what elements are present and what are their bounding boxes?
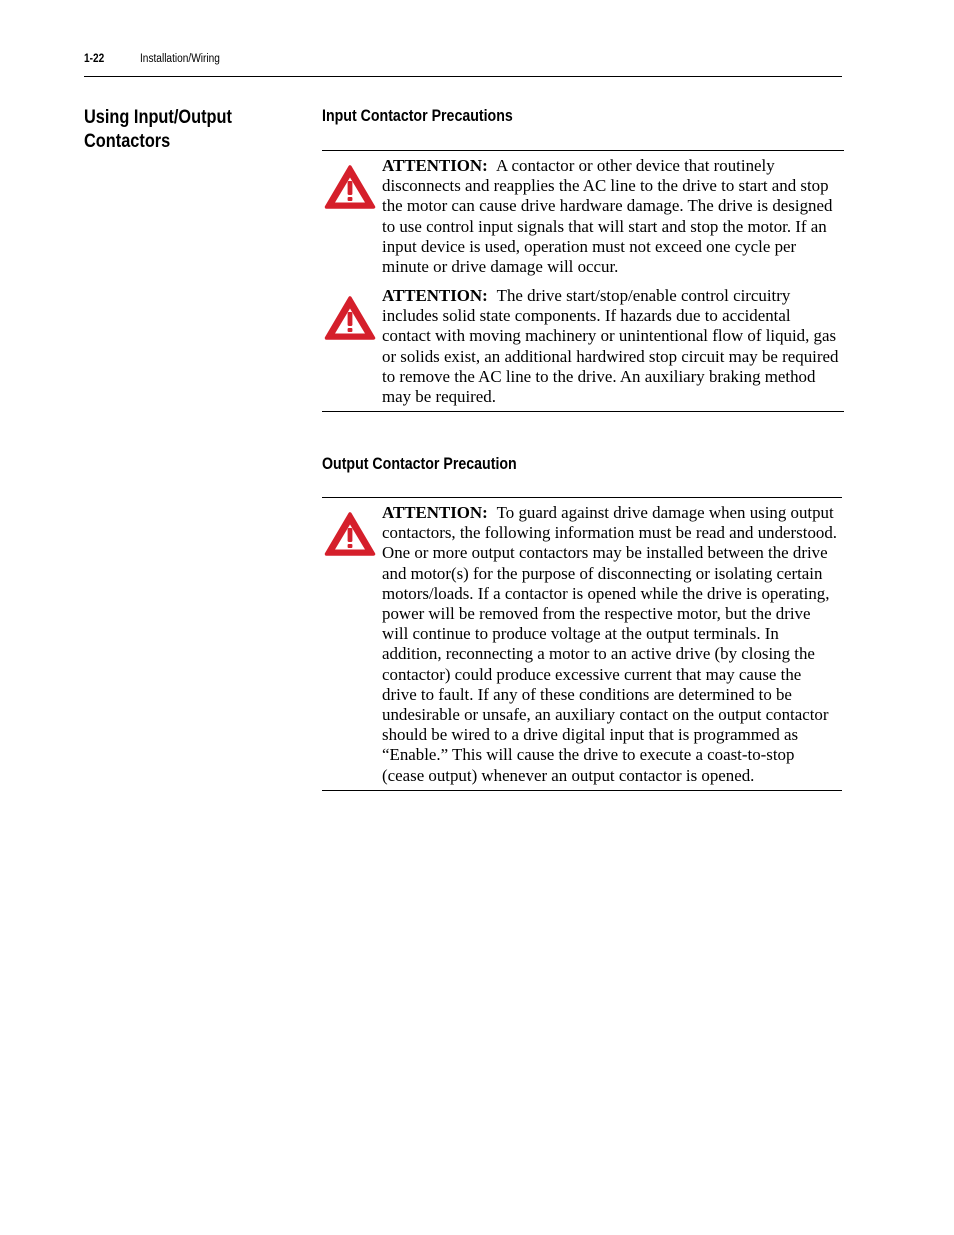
warning-triangle-icon [324, 511, 376, 557]
attention-paragraph [382, 503, 840, 786]
section-heading: Using Input/Output Contactors [84, 107, 232, 152]
running-header: Installation/Wiring [140, 53, 220, 65]
output-contactor-heading: Output Contactor Precaution [322, 455, 517, 473]
attention-paragraph [382, 286, 840, 407]
attention-label: ATTENTION: [382, 156, 488, 175]
attention-text: The drive start/stop/enable control circuitry includes solid state components. If hazards due to accidental contact with moving machinery or unintentional flow of liquid, gas or solids exist, an additional hardwired stop circuit may be required to remove the AC line to the drive. An auxiliary braking method may be required. [382, 286, 839, 407]
input-contactor-heading: Input Contactor Precautions [322, 107, 513, 125]
page-number: 1-22 [84, 53, 105, 65]
warning-triangle-icon [324, 295, 376, 341]
attention-paragraph [382, 156, 840, 277]
attention-label: ATTENTION: [382, 503, 488, 522]
attention-text: To guard against drive damage when using output contactors, the following information must be read and understood. One or more output contactors may be installed between the drive and motor(s) for the purpose of disconnecting or isolating certain motors/loads. If a contactor is opened while the drive is operating, power will be removed from the respective motor, but the drive will continue to produce voltage at the output terminals. In addition, reconnecting a motor to an active drive (by closing the contactor) could produce excessive current that may cause the drive to fault. If any of these conditions are determined to be undesirable or unsafe, an auxiliary contact on the output contactor should be wired to a drive digital input that is programmed as “Enable.” This will cause the drive to execute a coast-to-stop (cease output) whenever an output contactor is opened. [382, 503, 837, 785]
warning-triangle-icon [324, 164, 376, 210]
attention-label: ATTENTION: [382, 286, 488, 305]
attention-text: A contactor or other device that routinely disconnects and reapplies the AC line to the drive to start and stop the motor can cause drive hardware damage. The drive is designed to use control input signals that will start and stop the motor. If an input device is used, operation must not exceed one cycle per minute or drive damage will occur. [382, 156, 833, 277]
page-header [84, 52, 842, 77]
input-top-rule [322, 150, 844, 151]
input-bottom-rule [322, 411, 844, 412]
output-top-rule [322, 497, 842, 498]
output-bottom-rule [322, 790, 842, 791]
